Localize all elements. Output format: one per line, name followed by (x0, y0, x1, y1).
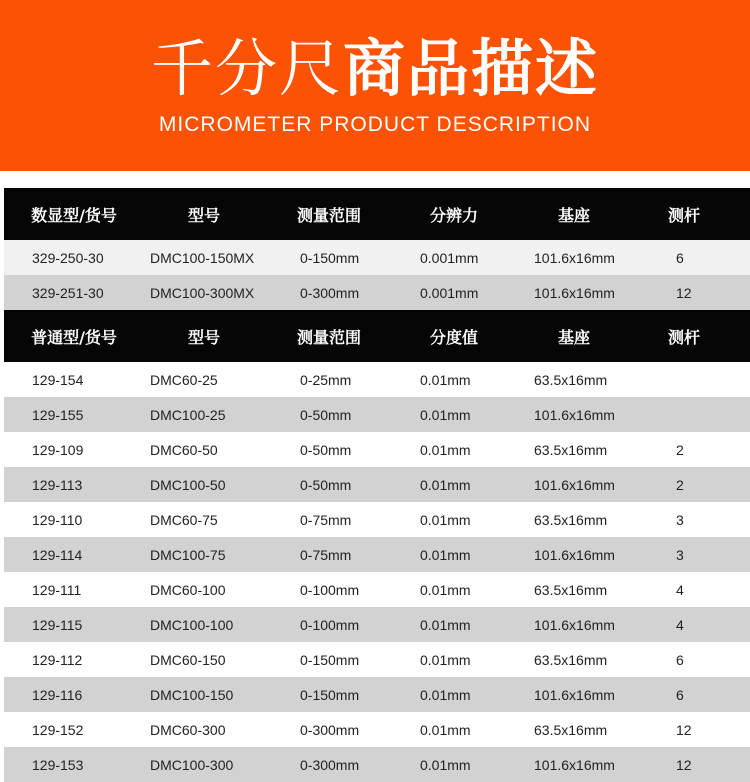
cell-range: 0-150mm (300, 249, 360, 266)
cell-base: 101.6x16mm (534, 476, 615, 493)
cell-spindle: 6 (676, 686, 684, 703)
cell-resolution: 0.001mm (420, 249, 479, 266)
cell-model: DMC60-50 (150, 441, 218, 458)
column-header-base: 基座 (557, 327, 590, 347)
standard-header-row (4, 310, 750, 362)
cell-base: 63.5x16mm (534, 581, 608, 598)
cell-base: 63.5x16mm (534, 511, 608, 528)
column-header-model: 型号 (187, 327, 220, 347)
cell-item-number: 129-154 (32, 371, 84, 388)
column-header-spindle: 测杆 (667, 327, 700, 347)
cell-base: 63.5x16mm (534, 721, 608, 738)
table-row (4, 362, 750, 397)
cell-range: 0-300mm (300, 284, 360, 301)
table-row (4, 747, 750, 782)
cell-item-number: 129-116 (32, 686, 83, 703)
cell-spindle: 4 (676, 616, 684, 633)
cell-model: DMC100-150MX (150, 249, 255, 266)
title-bold-part: 商品描述 (343, 32, 600, 105)
cell-spindle: 12 (676, 756, 692, 773)
cell-spindle: 12 (676, 284, 692, 301)
cell-base: 101.6x16mm (534, 616, 615, 633)
cell-model: DMC100-50 (150, 476, 226, 493)
cell-spindle (676, 362, 736, 397)
cell-base: 101.6x16mm (534, 756, 615, 773)
table-row (4, 397, 750, 432)
column-header-model: 型号 (187, 205, 220, 225)
table-row (4, 642, 750, 677)
cell-range: 0-50mm (300, 476, 352, 493)
cell-resolution: 0.01mm (420, 651, 471, 668)
cell-model: DMC100-75 (150, 546, 226, 563)
cell-model: DMC100-100 (150, 616, 234, 633)
cell-model: DMC60-100 (150, 581, 226, 598)
cell-range: 0-150mm (300, 686, 360, 703)
cell-base: 101.6x16mm (534, 686, 615, 703)
table-row (4, 677, 750, 712)
column-header-resolution: 分辨力 (429, 205, 478, 225)
cell-model: DMC60-300 (150, 721, 226, 738)
cell-resolution: 0.01mm (420, 686, 471, 703)
table-row (4, 467, 750, 502)
cell-spindle: 2 (676, 441, 684, 458)
cell-base: 63.5x16mm (534, 441, 608, 458)
cell-item-number: 129-113 (32, 476, 83, 493)
cell-model: DMC100-25 (150, 406, 226, 423)
cell-item-number: 129-110 (32, 511, 83, 528)
table-row (4, 712, 750, 747)
cell-resolution: 0.001mm (420, 284, 479, 301)
column-header-range: 测量范围 (296, 327, 361, 347)
cell-range: 0-100mm (300, 581, 360, 598)
cell-item-number: 329-250-30 (32, 249, 104, 266)
cell-resolution: 0.01mm (420, 756, 471, 773)
column-header-resolution: 分度值 (429, 327, 478, 347)
cell-resolution: 0.01mm (420, 721, 471, 738)
table-row (4, 607, 750, 642)
cell-range: 0-100mm (300, 616, 360, 633)
cell-spindle: 3 (676, 546, 684, 563)
cell-spindle: 3 (676, 511, 684, 528)
cell-base: 101.6x16mm (534, 249, 615, 266)
cell-resolution: 0.01mm (420, 546, 471, 563)
cell-resolution: 0.01mm (420, 371, 471, 388)
cell-range: 0-300mm (300, 721, 360, 738)
cell-base: 101.6x16mm (534, 546, 615, 563)
cell-item-number: 129-114 (32, 546, 83, 563)
cell-range: 0-75mm (300, 546, 352, 563)
column-header-item-number: 普通型/货号 (31, 327, 117, 347)
cell-spindle: 6 (676, 249, 684, 266)
cell-base: 63.5x16mm (534, 371, 608, 388)
cell-model: DMC100-150 (150, 686, 234, 703)
table-row (4, 537, 750, 572)
cell-model: DMC100-300MX (150, 284, 255, 301)
header-banner (0, 0, 750, 171)
table-row (4, 572, 750, 607)
cell-model: DMC60-25 (150, 371, 218, 388)
cell-model: DMC60-150 (150, 651, 226, 668)
cell-range: 0-25mm (300, 371, 352, 388)
cell-spindle: 12 (676, 721, 692, 738)
cell-range: 0-50mm (300, 406, 352, 423)
cell-base: 101.6x16mm (534, 284, 615, 301)
cell-resolution: 0.01mm (420, 581, 471, 598)
cell-base: 101.6x16mm (534, 406, 615, 423)
cell-resolution: 0.01mm (420, 441, 471, 458)
cell-range: 0-75mm (300, 511, 352, 528)
spec-table (4, 188, 750, 782)
cell-item-number: 129-153 (32, 756, 84, 773)
cell-item-number: 129-109 (32, 441, 84, 458)
cell-item-number: 129-111 (32, 581, 82, 598)
table-row (4, 240, 750, 275)
cell-spindle: 4 (676, 581, 684, 598)
cell-resolution: 0.01mm (420, 511, 471, 528)
cell-base: 63.5x16mm (534, 651, 608, 668)
cell-item-number: 129-152 (32, 721, 84, 738)
cell-spindle: 6 (676, 651, 684, 668)
cell-resolution: 0.01mm (420, 616, 471, 633)
cell-range: 0-300mm (300, 756, 360, 773)
column-header-spindle: 测杆 (667, 205, 700, 225)
page-title (0, 30, 750, 108)
cell-range: 0-150mm (300, 651, 360, 668)
cell-range: 0-50mm (300, 441, 352, 458)
column-header-range: 测量范围 (296, 205, 361, 225)
digital-header-row (4, 188, 750, 240)
column-header-base: 基座 (557, 205, 590, 225)
table-row (4, 502, 750, 537)
cell-model: DMC60-75 (150, 511, 218, 528)
cell-item-number: 129-155 (32, 406, 84, 423)
column-header-item-number: 数显型/货号 (31, 205, 117, 225)
cell-spindle (676, 397, 736, 432)
cell-spindle: 2 (676, 476, 684, 493)
cell-item-number: 129-115 (32, 616, 83, 633)
cell-item-number: 129-112 (32, 651, 83, 668)
title-thin-part: 千分尺 (150, 32, 343, 105)
page-subtitle: MICROMETER PRODUCT DESCRIPTION (158, 113, 592, 136)
cell-model: DMC100-300 (150, 756, 234, 773)
cell-item-number: 329-251-30 (32, 284, 104, 301)
table-row (4, 275, 750, 310)
table-row (4, 432, 750, 467)
cell-resolution: 0.01mm (420, 406, 471, 423)
cell-resolution: 0.01mm (420, 476, 471, 493)
